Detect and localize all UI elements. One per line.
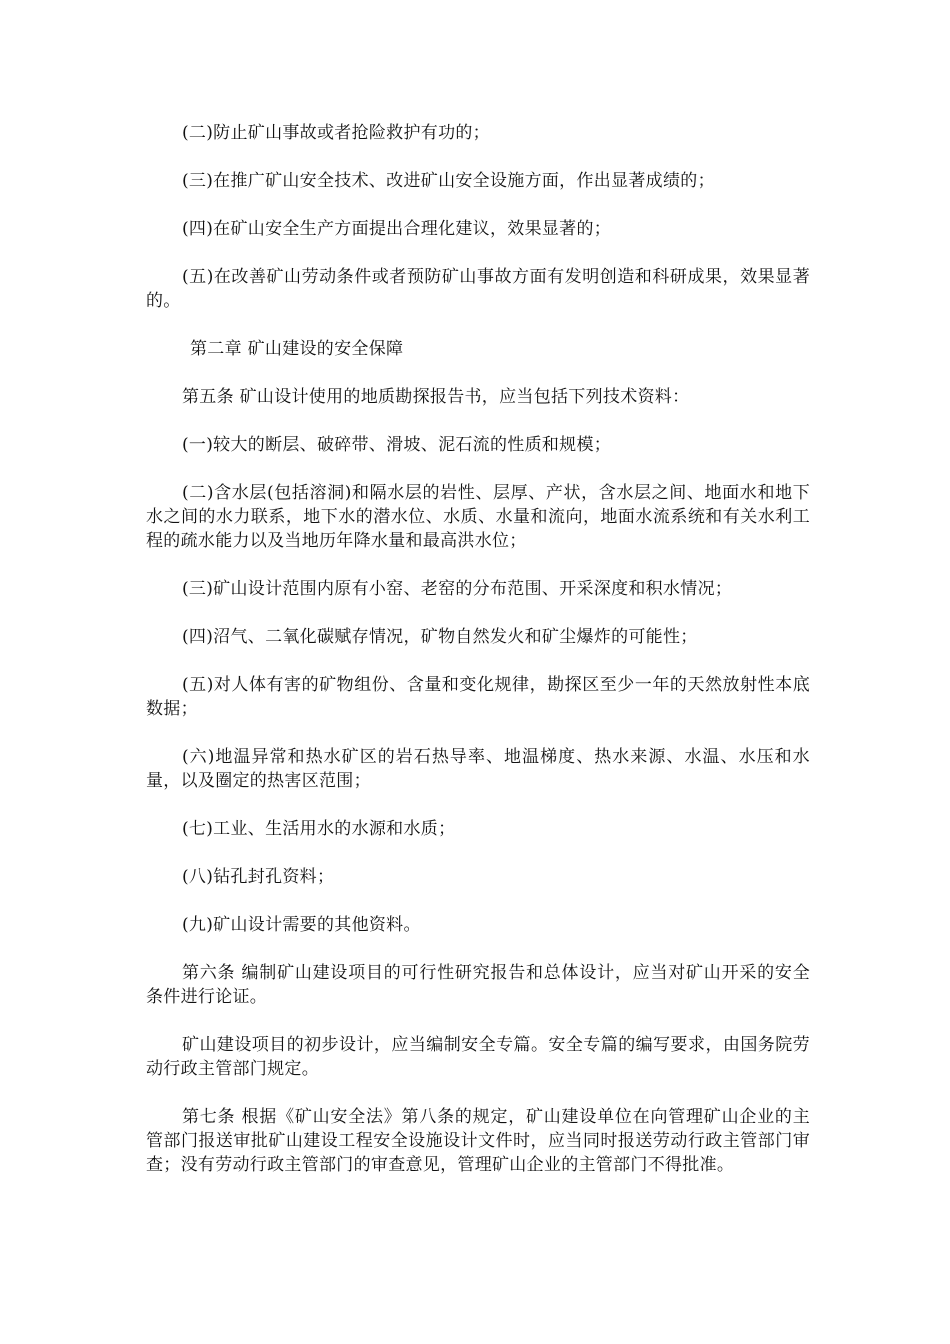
article-5-item-3: (三)矿山设计范围内原有小窑、老窑的分布范围、开采深度和积水情况； [182,579,733,599]
article-5-item-5: (五)对人体有害的矿物组份、含量和变化规律，勘探区至少一年的天然放射性本底数据； [146,675,810,719]
document-body [146,121,810,1201]
article-6-paragraph-2: 矿山建设项目的初步设计，应当编制安全专篇。安全专篇的编写要求，由国务院劳动行政主管部门规定。 [146,1035,810,1079]
paragraph-item-3: (三)在推广矿山安全技术、改进矿山安全设施方面，作出显著成绩的； [182,171,715,191]
article-5-item-2: (二)含水层(包括溶洞)和隔水层的岩性、层厚、产状，含水层之间、地面水和地下水之间的水力联系，地下水的潜水位、水质、水量和流向，地面水流系统和有关水利工程的疏水能力以及当地历年降水量和最高洪水位； [146,483,810,551]
article-5-item-8: (八)钻孔封孔资料； [182,867,335,887]
paragraph-item-4: (四)在矿山安全生产方面提出合理化建议，效果显著的； [182,219,612,239]
article-5-item-6: (六)地温异常和热水矿区的岩石热导率、地温梯度、热水来源、水温、水压和水量，以及圈定的热害区范围； [146,747,810,791]
article-5-item-9: (九)矿山设计需要的其他资料。 [182,915,421,935]
article-7: 第七条 根据《矿山安全法》第八条的规定，矿山建设单位在向管理矿山企业的主管部门报送审批矿山建设工程安全设施设计文件时，应当同时报送劳动行政主管部门审查；没有劳动行政主管部门的审查意见，管理矿山企业的主管部门不得批准。 [146,1107,810,1175]
paragraph-item-5: (五)在改善矿山劳动条件或者预防矿山事故方面有发明创造和科研成果，效果显著的。 [146,267,810,311]
article-6: 第六条 编制矿山建设项目的可行性研究报告和总体设计，应当对矿山开采的安全条件进行论证。 [146,963,810,1007]
article-5-item-7: (七)工业、生活用水的水源和水质； [182,819,456,839]
paragraph-item-2: (二)防止矿山事故或者抢险救护有功的； [182,123,490,143]
chapter-heading: 第二章 矿山建设的安全保障 [190,339,404,359]
article-5-item-4: (四)沼气、二氧化碳赋存情况，矿物自然发火和矿尘爆炸的可能性； [182,627,698,647]
article-5-item-1: (一)较大的断层、破碎带、滑坡、泥石流的性质和规模； [182,435,612,455]
article-5: 第五条 矿山设计使用的地质勘探报告书，应当包括下列技术资料： [182,387,690,407]
